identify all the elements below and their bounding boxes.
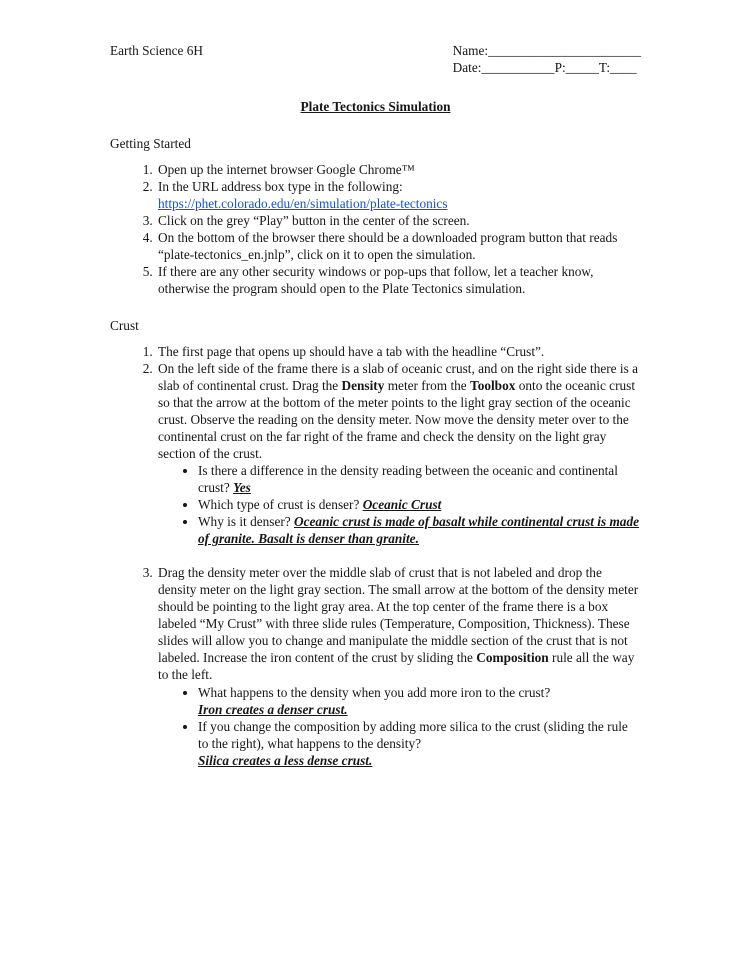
answer-text: Oceanic crust is made of basalt while continental crust is made of granite. Basalt is denser than granite. — [198, 514, 640, 547]
question-item — [198, 462, 641, 496]
question-text: If you change the composition by adding more silica to the crust (sliding the rule to the right), what happens to the density? — [198, 718, 628, 751]
list-item — [156, 212, 641, 229]
answer-text: Iron creates a denser crust. — [198, 701, 348, 717]
phet-simulation-link[interactable]: https://phet.colorado.edu/en/simulation/plate-tectonics — [158, 196, 448, 212]
name-date-block — [453, 42, 641, 76]
question-bullet-list — [158, 684, 641, 769]
answer-text: Yes — [233, 480, 251, 496]
step-text: Click on the grey “Play” button in the center of the screen. — [158, 213, 470, 229]
section-heading-crust: Crust — [110, 318, 139, 334]
page-header — [110, 42, 641, 76]
getting-started-list — [110, 161, 641, 297]
list-item — [156, 229, 641, 263]
question-text: Which type of crust is denser? — [198, 497, 363, 513]
list-item — [156, 564, 641, 768]
section-heading-getting-started: Getting Started — [110, 136, 191, 152]
answer-text: Silica creates a less dense crust. — [198, 752, 373, 768]
question-text: What happens to the density when you add more iron to the crust? — [198, 684, 551, 700]
list-item — [156, 263, 641, 297]
step-text: If there are any other security windows or pop-ups that follow, let a teacher know, otherwise the program should open to the Plate Tectonics simulation. — [158, 264, 594, 297]
list-item — [156, 343, 641, 360]
step-text: onto the oceanic crust so that the arrow at the bottom of the meter points to the light gray section of the oceanic crust. Observe the reading on the density meter. Now move the density meter over to the continental crust on the far right of the frame and check the density on the light gray section of the crust. — [158, 378, 636, 462]
step-text: The first page that opens up should have a tab with the headline “Crust”. — [158, 344, 545, 360]
question-text: Is there a difference in the density reading between the oceanic and continental crust? — [198, 463, 618, 496]
question-item — [198, 496, 641, 513]
step-text: On the bottom of the browser there should be a downloaded program button that reads “plate-tectonics_en.jnlp”, click on it to open the simulation. — [158, 230, 618, 263]
question-bullet-list — [158, 462, 641, 547]
name-blank-line: Name:_______________________ — [452, 43, 641, 58]
list-item — [156, 161, 641, 178]
bold-term-composition: Composition — [476, 650, 549, 666]
list-item — [156, 178, 641, 212]
step-text: In the URL address box type in the following: — [158, 179, 403, 195]
crust-list — [110, 343, 641, 768]
list-item — [156, 360, 641, 547]
question-item — [198, 718, 641, 769]
step-text: Drag the density meter over the middle slab of crust that is not labeled and drop the density meter on the light gray section. The small arrow at the bottom of the density meter should be pointing to the light gray area. At the top center of the frame there is a box labeled “My Crust” with three slide rules (Temperature, Composition, Thickness). These slides will allow you to change and manipulate the middle section of the crust that is not labeled. Increase the iron content of the crust by sliding the — [158, 565, 639, 666]
page-title: Plate Tectonics Simulation — [300, 99, 451, 115]
question-item — [198, 684, 641, 718]
step-text: Open up the internet browser Google Chrome™ — [158, 162, 415, 178]
answer-text: Oceanic Crust — [362, 497, 442, 513]
course-title: Earth Science 6H — [110, 43, 204, 58]
step-text: rule all the way to the left. — [158, 650, 635, 683]
bold-term-density: Density — [341, 378, 385, 394]
question-text: Why is it denser? — [198, 514, 295, 530]
date-blank-line: Date:___________P:_____T:____ — [452, 60, 637, 76]
step-text: meter from the — [384, 378, 471, 394]
step-text: On the left side of the frame there is a slab of oceanic crust, and on the right side there is a slab of continental crust. Drag the — [158, 361, 638, 394]
question-item — [198, 513, 641, 547]
bold-term-toolbox: Toolbox — [470, 378, 516, 394]
title-row — [110, 98, 641, 115]
